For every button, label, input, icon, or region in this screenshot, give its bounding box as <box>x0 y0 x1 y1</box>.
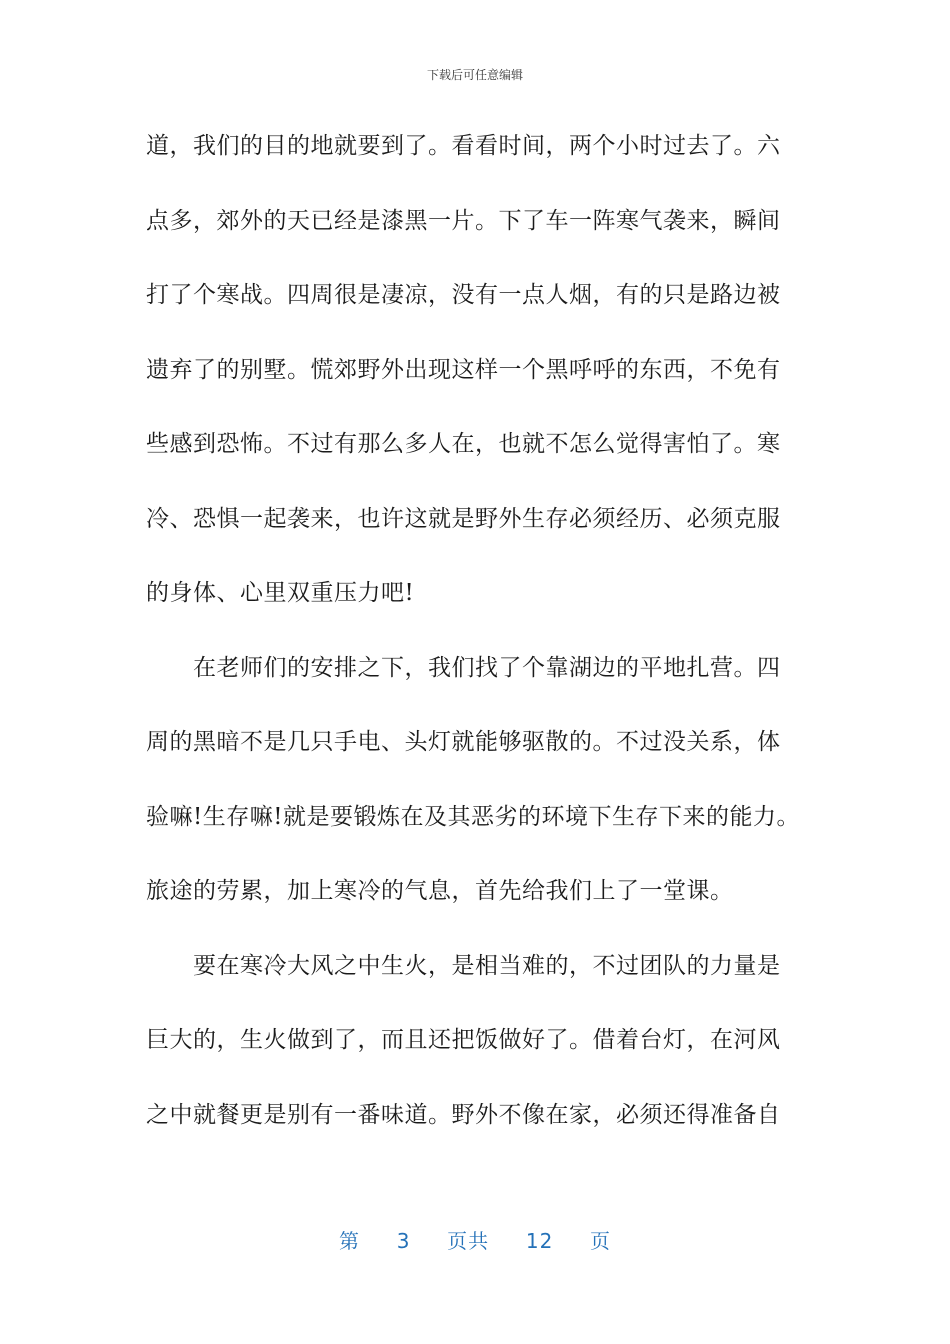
text-line: 的身体、心里双重压力吧! <box>146 580 415 606</box>
text-line: 旅途的劳累，加上寒冷的气息，首先给我们上了一堂课。 <box>146 878 734 904</box>
paragraph-start-line: 要在寒冷大风之中生火，是相当难的，不过团队的力量是 <box>193 952 781 979</box>
text-line: 之中就餐更是别有一番味道。野外不像在家，必须还得准备自 <box>146 1101 781 1128</box>
text-line: 打了个寒战。四周很是凄凉，没有一点人烟，有的只是路边被 <box>146 282 781 308</box>
total-pages-number: 12 <box>525 1229 554 1253</box>
text-line: 巨大的，生火做到了，而且还把饭做好了。借着台灯，在河风 <box>146 1027 781 1053</box>
page-header: 下载后可任意编辑 <box>426 68 523 82</box>
page-footer <box>0 1225 950 1254</box>
text-line: 验嘛!生存嘛!就是要锻炼在及其恶劣的环境下生存下来的能力。 <box>146 803 800 830</box>
paragraph-start-line: 在老师们的安排之下，我们找了个靠湖边的平地扎营。四 <box>193 654 781 681</box>
footer-middle: 页共 <box>447 1229 490 1253</box>
text-line: 遗弃了的别墅。慌郊野外出现这样一个黑呼呼的东西，不免有 <box>146 356 781 383</box>
text-line: 周的黑暗不是几只手电、头灯就能够驱散的。不过没关系，体 <box>146 729 781 755</box>
text-line: 些感到恐怖。不过有那么多人在，也就不怎么觉得害怕了。寒 <box>146 431 781 457</box>
footer-suffix: 页 <box>590 1229 612 1253</box>
document-body <box>146 128 826 1171</box>
current-page-number: 3 <box>396 1229 411 1253</box>
text-line: 点多，郊外的天已经是漆黑一片。下了车一阵寒气袭来，瞬间 <box>146 207 781 234</box>
footer-prefix: 第 <box>338 1229 360 1253</box>
text-line: 冷、恐惧一起袭来，也许这就是野外生存必须经历、必须克服 <box>146 505 781 532</box>
text-line: 道，我们的目的地就要到了。看看时间，两个小时过去了。六 <box>146 133 781 159</box>
